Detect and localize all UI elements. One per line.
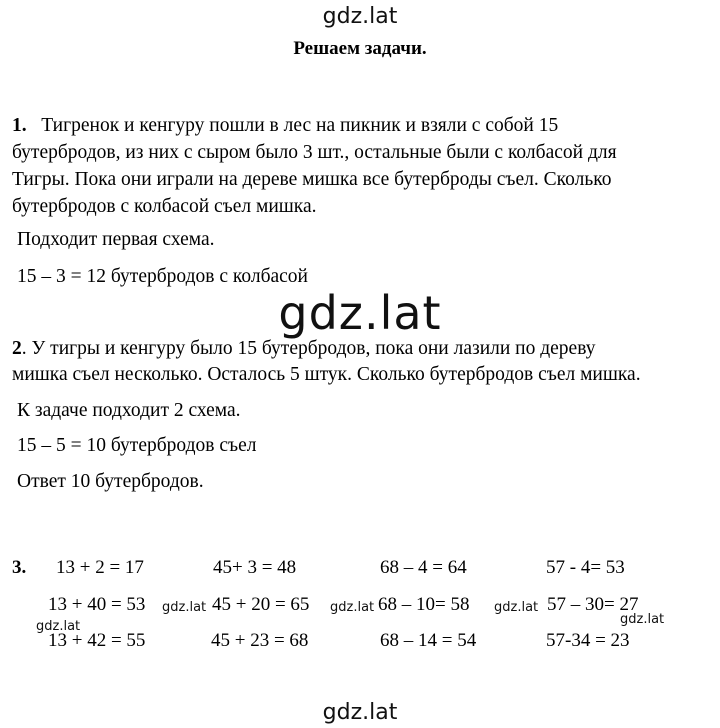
task1-text-1: Тигренок и кенгуру пошли в лес на пикник и взяли с собой 15 bbox=[41, 115, 559, 136]
watermark-middle: gdz.lat bbox=[278, 286, 442, 340]
task3-r2-c1: 13 + 40 = 53 bbox=[48, 594, 146, 615]
page-title: Решаем задачи. bbox=[293, 38, 427, 59]
watermark-small-3: gdz.lat bbox=[494, 600, 539, 615]
task3-r1-c1: 13 + 2 = 17 bbox=[56, 557, 144, 578]
task2-solution: 15 – 5 = 10 бутербродов съел bbox=[17, 435, 257, 456]
task2-line-1 bbox=[12, 335, 596, 362]
task2-number: 2 bbox=[12, 338, 22, 359]
task1-solution: 15 – 3 = 12 бутербродов с колбасой bbox=[17, 266, 308, 287]
task3-r1-c2: 45+ 3 = 48 bbox=[213, 557, 297, 578]
watermark-small-2: gdz.lat bbox=[330, 600, 375, 615]
watermark-small-4: gdz.lat bbox=[36, 619, 81, 634]
task2-line-2: мишка съел несколько. Осталось 5 штук. Сколько бутербродов съел мишка. bbox=[12, 364, 641, 385]
task2-text-1: . У тигры и кенгуру было 15 бутербродов, пока они лазили по дереву bbox=[21, 338, 596, 359]
task3-r3-c4: 57-34 = 23 bbox=[546, 630, 630, 651]
task3-r2-c2: 45 + 20 = 65 bbox=[212, 594, 310, 615]
task3-r3-c2: 45 + 23 = 68 bbox=[211, 630, 309, 651]
task3-r2-c3: 68 – 10= 58 bbox=[378, 594, 470, 615]
watermark-small-5: gdz.lat bbox=[620, 612, 665, 627]
task2-answer: Ответ 10 бутербродов. bbox=[17, 471, 204, 492]
watermark-bottom: gdz.lat bbox=[322, 700, 398, 725]
task3-r2-c4: 57 – 30= 27 bbox=[547, 594, 639, 615]
task1-line-3: Тигры. Пока они играли на дереве мишка все бутерброды съел. Сколько bbox=[12, 169, 612, 190]
task1-number: 1. bbox=[12, 115, 27, 136]
task1-line-4: бутербродов с колбасой съел мишка. bbox=[12, 196, 317, 217]
task3-number: 3. bbox=[12, 557, 27, 578]
task3-r3-c3: 68 – 14 = 54 bbox=[380, 630, 477, 651]
task1-line-2: бутербродов, из них с сыром было 3 шт., остальные были с колбасой для bbox=[12, 142, 617, 163]
task2-scheme: К задаче подходит 2 схема. bbox=[17, 400, 241, 421]
task3-r3-c1: 13 + 42 = 55 bbox=[48, 630, 146, 651]
watermark-top: gdz.lat bbox=[322, 4, 398, 29]
task1-scheme: Подходит первая схема. bbox=[17, 229, 215, 250]
task3-r1-c4: 57 - 4= 53 bbox=[546, 557, 625, 578]
task1-line-1 bbox=[12, 112, 558, 139]
task3-r1-c3: 68 – 4 = 64 bbox=[380, 557, 467, 578]
watermark-small-1: gdz.lat bbox=[162, 600, 207, 615]
